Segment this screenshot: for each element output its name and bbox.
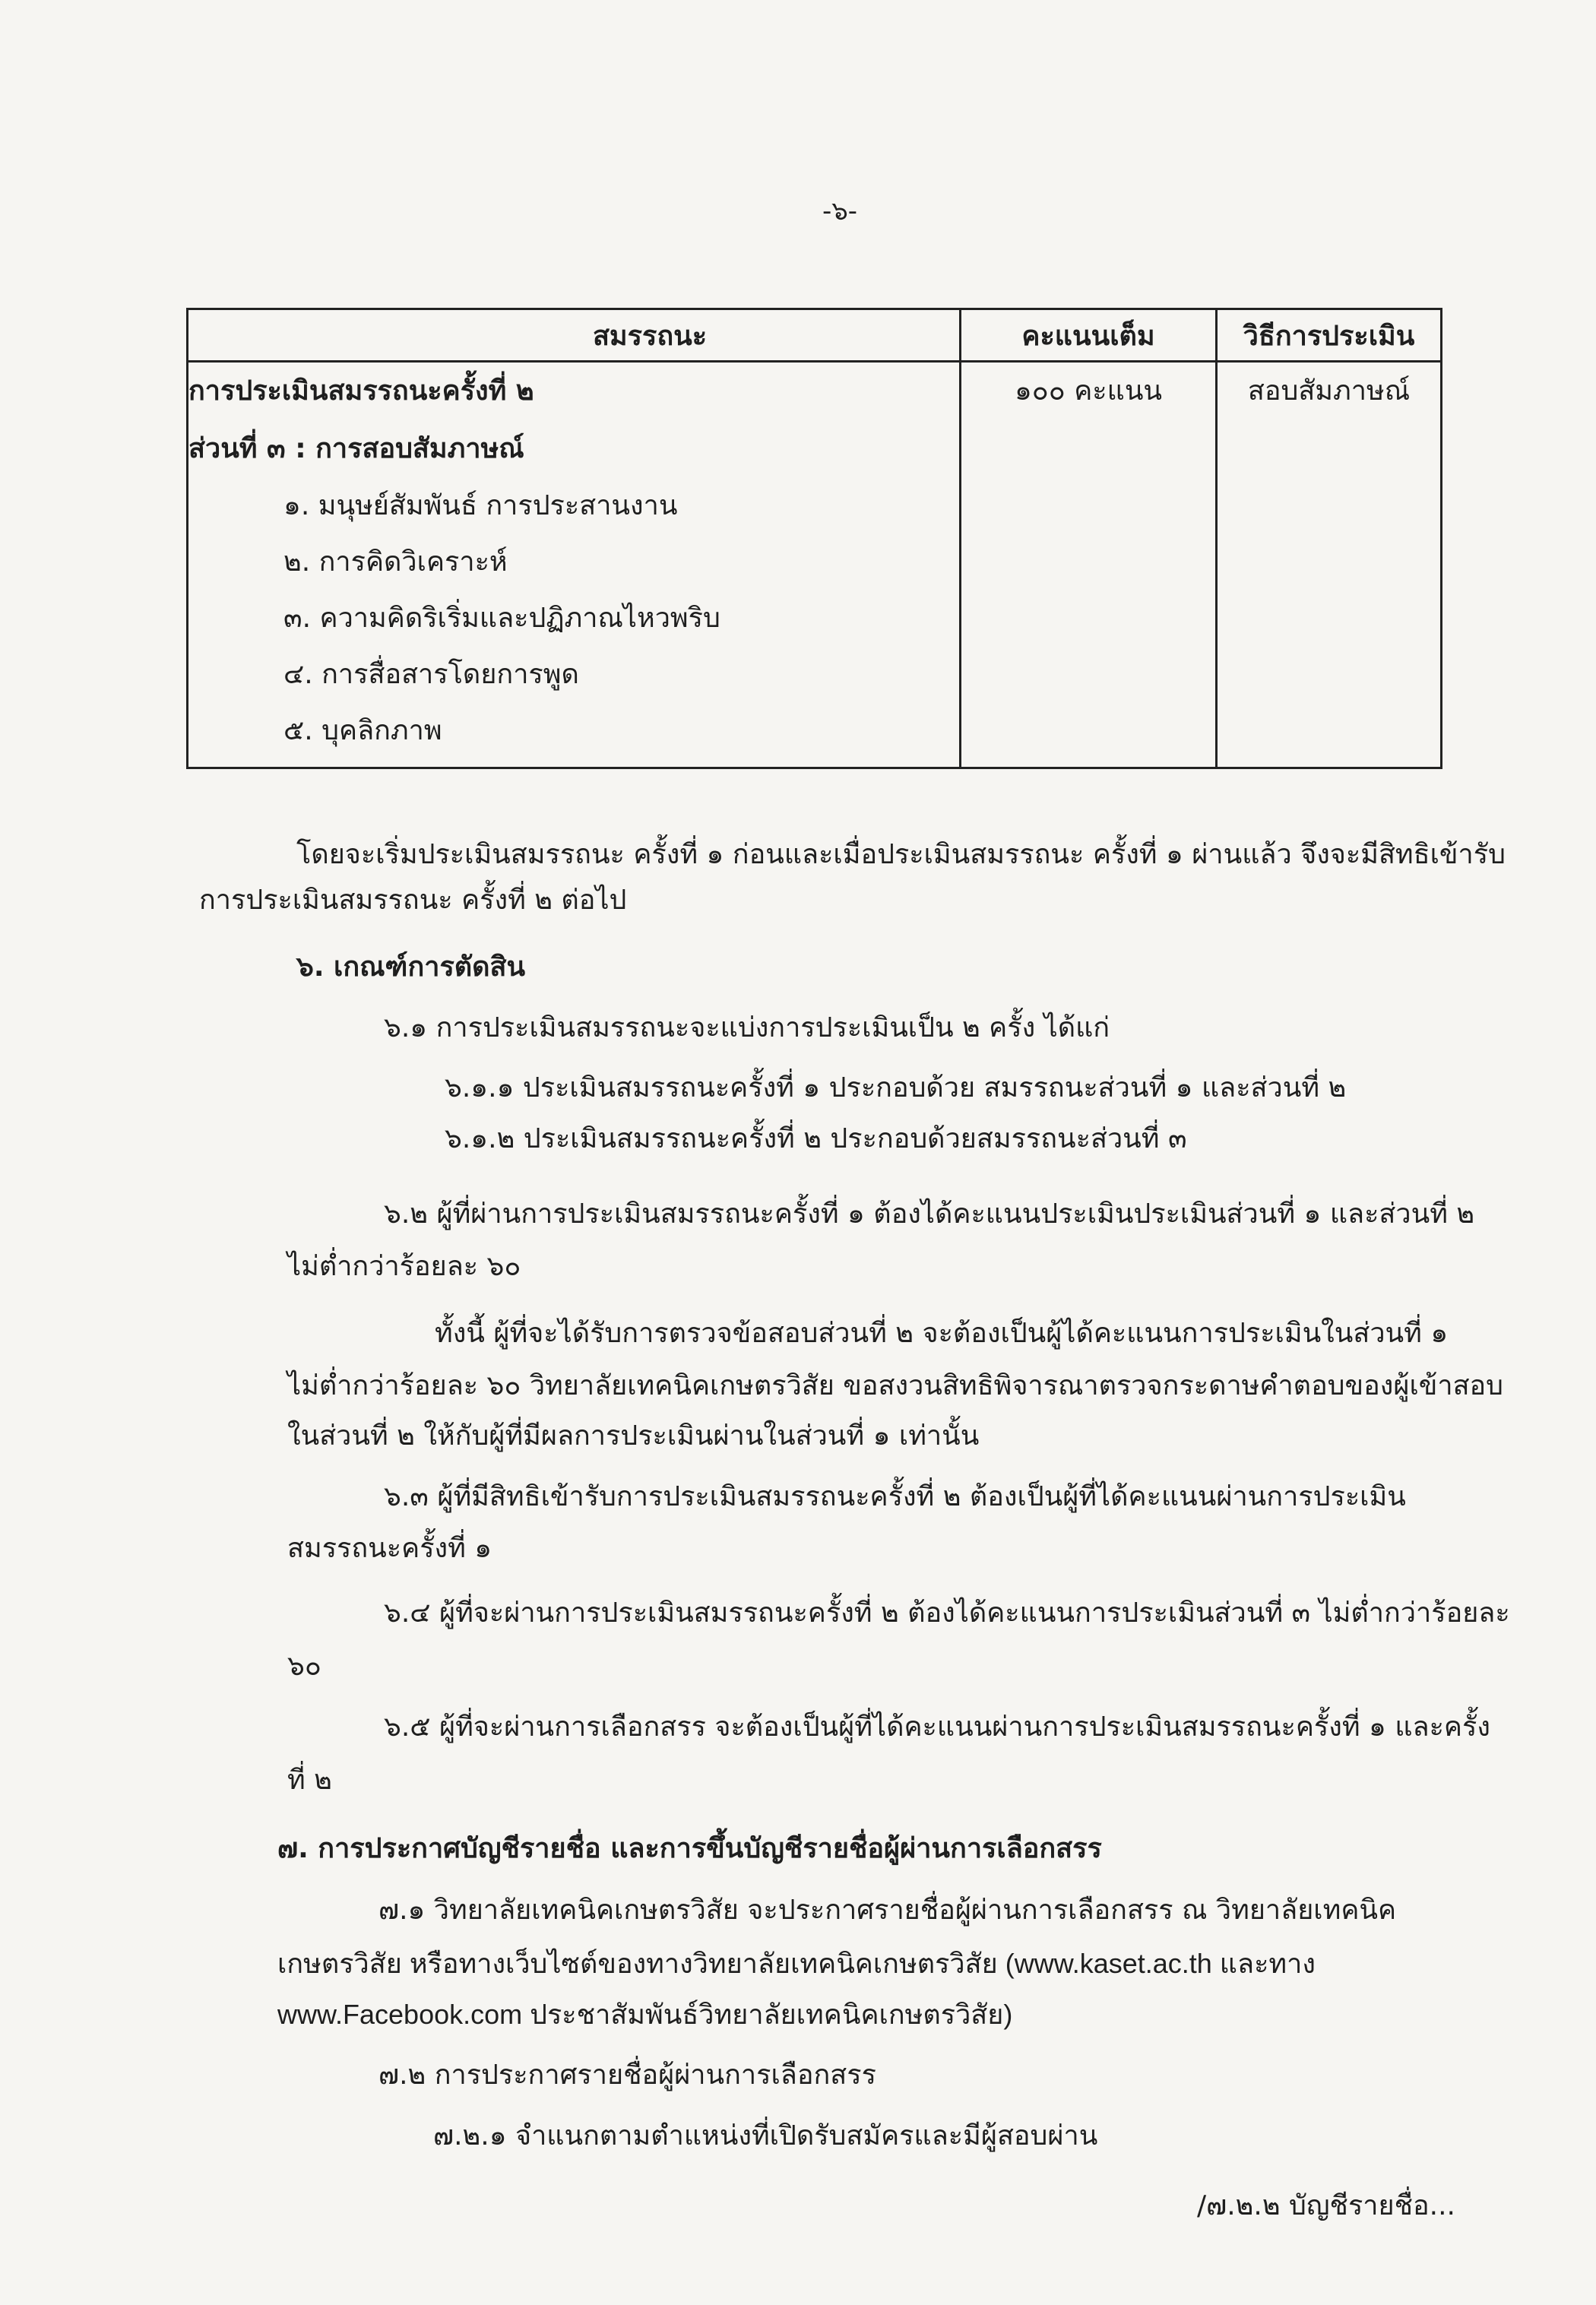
section-6-2-line-1: ๖.๒ ผู้ที่ผ่านการประเมินสมรรถนะครั้งที่ ๑ ต้องได้คะแนนประเมินประเมินส่วนที่ ๑ และส่วนที่ ๒ bbox=[384, 1198, 1475, 1230]
method-cell: สอบสัมภาษณ์ bbox=[1217, 362, 1442, 768]
table-header-row bbox=[188, 309, 1442, 362]
header-method: วิธีการประเมิน bbox=[1217, 309, 1442, 362]
section-6-2-line-5: ในส่วนที่ ๒ ให้กับผู้ที่มีผลการประเมินผ่านในส่วนที่ ๑ เท่านั้น bbox=[287, 1420, 980, 1452]
section-6-2-line-3: ทั้งนี้ ผู้ที่จะได้รับการตรวจข้อสอบส่วนที่ ๒ จะต้องเป็นผู้ได้คะแนนการประเมินในส่วนที่ ๑ bbox=[435, 1318, 1449, 1349]
section-6-5-line-1: ๖.๕ ผู้ที่จะผ่านการเลือกสรร จะต้องเป็นผู้ที่ได้คะแนนผ่านการประเมินสมรรถนะครั้งที่ ๑ และครั้ง bbox=[384, 1711, 1490, 1743]
score-cell: ๑๐๐ คะแนน bbox=[961, 362, 1217, 768]
section-6-4-line-1: ๖.๔ ผู้ที่จะผ่านการประเมินสมรรถนะครั้งที่ ๒ ต้องได้คะแนนการประเมินส่วนที่ ๓ ไม่ต่ำกว่าร้อยละ bbox=[384, 1597, 1510, 1629]
section-7-1-line-1: ๗.๑ วิทยาลัยเทคนิคเกษตรวิสัย จะประกาศรายชื่อผู้ผ่านการเลือกสรร ณ วิทยาลัยเทคนิค bbox=[378, 1895, 1397, 1926]
competency-table bbox=[186, 308, 1442, 769]
competency-cell bbox=[188, 362, 961, 768]
section-6-5-line-2: ที่ ๒ bbox=[287, 1765, 332, 1796]
list-item: ๑. มนุษย์สัมพันธ์ การประสานงาน bbox=[283, 490, 678, 521]
section-6-1-1: ๖.๑.๑ ประเมินสมรรถนะครั้งที่ ๑ ประกอบด้วย สมรรถนะส่วนที่ ๑ และส่วนที่ ๒ bbox=[445, 1072, 1347, 1103]
continuation-note: /๗.๒.๒ บัญชีรายชื่อ... bbox=[1197, 2190, 1455, 2221]
section-6-1-2: ๖.๑.๒ ประเมินสมรรถนะครั้งที่ ๒ ประกอบด้วยสมรรถนะส่วนที่ ๓ bbox=[445, 1123, 1187, 1154]
section-6-heading: ๖. เกณฑ์การตัดสิน bbox=[296, 951, 526, 983]
header-full-score: คะแนนเต็ม bbox=[961, 309, 1217, 362]
section-6-2-line-4: ไม่ต่ำกว่าร้อยละ ๖๐ วิทยาลัยเทคนิคเกษตรวิสัย ขอสงวนสิทธิพิจารณาตรวจกระดาษคำตอบของผู้เข้าสอบ bbox=[287, 1370, 1504, 1401]
section-7-2: ๗.๒ การประกาศรายชื่อผู้ผ่านการเลือกสรร bbox=[378, 2060, 876, 2091]
intro-line-2: การประเมินสมรรถนะ ครั้งที่ ๒ ต่อไป bbox=[199, 885, 627, 916]
section-title: การประเมินสมรรถนะครั้งที่ ๒ bbox=[188, 375, 534, 407]
section-6-3-line-2: สมรรถนะครั้งที่ ๑ bbox=[287, 1533, 492, 1564]
intro-line-1: โดยจะเริ่มประเมินสมรรถนะ ครั้งที่ ๑ ก่อนและเมื่อประเมินสมรรถนะ ครั้งที่ ๑ ผ่านแล้ว จึงจะมีสิทธิเข้ารับ bbox=[296, 839, 1506, 870]
section-6-2-line-2: ไม่ต่ำกว่าร้อยละ ๖๐ bbox=[287, 1251, 521, 1282]
list-item: ๔. การสื่อสารโดยการพูด bbox=[283, 659, 579, 690]
table-row bbox=[188, 362, 1442, 768]
list-item: ๕. บุคลิกภาพ bbox=[283, 715, 442, 746]
list-item: ๒. การคิดวิเคราะห์ bbox=[283, 546, 508, 578]
list-item: ๓. ความคิดริเริ่มและปฏิภาณไหวพริบ bbox=[283, 603, 720, 634]
section-6-4-line-2: ๖๐ bbox=[287, 1651, 321, 1682]
section-6-1: ๖.๑ การประเมินสมรรถนะจะแบ่งการประเมินเป็น ๒ ครั้ง ได้แก่ bbox=[384, 1012, 1110, 1043]
header-competency: สมรรถนะ bbox=[188, 309, 961, 362]
section-7-2-1: ๗.๒.๑ จำแนกตามตำแหน่งที่เปิดรับสมัครและมีผู้สอบผ่าน bbox=[433, 2120, 1098, 2151]
section-7-1-line-2: เกษตรวิสัย หรือทางเว็บไซต์ของทางวิทยาลัยเทคนิคเกษตรวิสัย (www.kaset.ac.th และทาง bbox=[277, 1948, 1316, 1979]
page-number: -๖- bbox=[822, 196, 858, 226]
section-7-heading: ๗. การประกาศบัญชีรายชื่อ และการขึ้นบัญชีรายชื่อผู้ผ่านการเลือกสรร bbox=[277, 1833, 1102, 1864]
section-6-3-line-1: ๖.๓ ผู้ที่มีสิทธิเข้ารับการประเมินสมรรถนะครั้งที่ ๒ ต้องเป็นผู้ที่ได้คะแนนผ่านการประเมิน bbox=[384, 1481, 1406, 1512]
section-7-1-line-3: www.Facebook.com ประชาสัมพันธ์วิทยาลัยเทคนิคเกษตรวิสัย) bbox=[277, 1999, 1013, 2030]
part-title: ส่วนที่ ๓ : การสอบสัมภาษณ์ bbox=[188, 433, 524, 464]
